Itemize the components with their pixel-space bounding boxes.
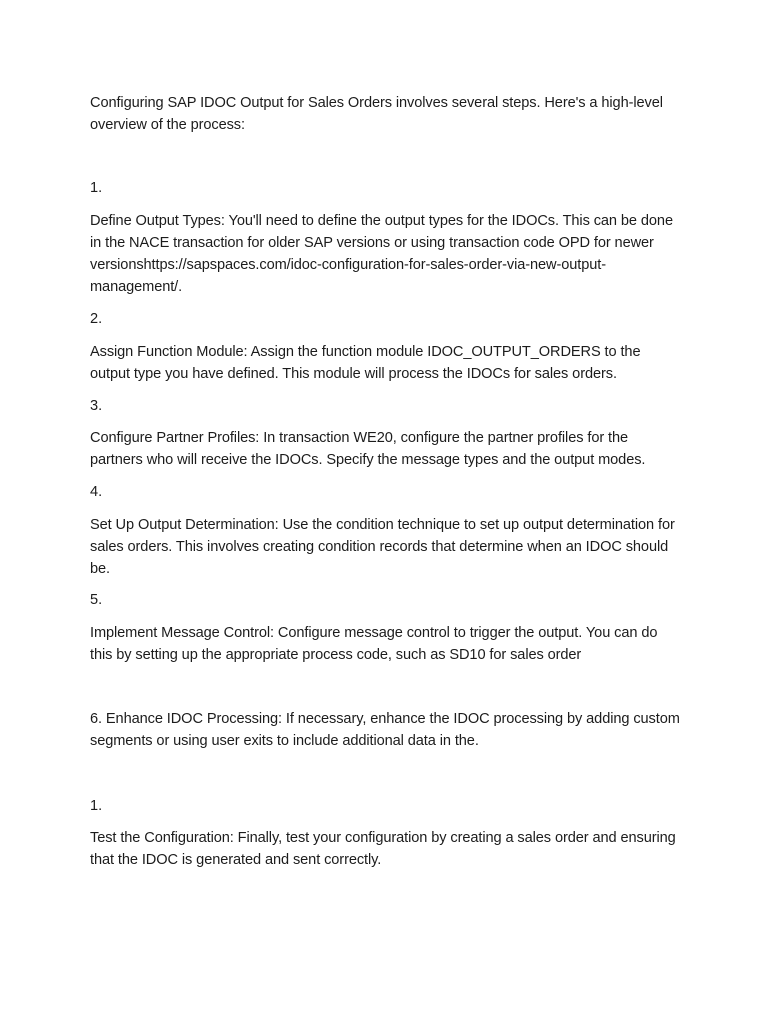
final-step-number: 1. [90,798,103,814]
step-3-text: Configure Partner Profiles: In transaction WE20, configure the partner profiles for the partners who will receive the IDOCs. Specify the message types and the output modes. [90,430,646,468]
step-4-text: Set Up Output Determination: Use the condition technique to set up output determination for sales orders. This involves creating condition records that determine when an IDOC should be. [90,517,675,577]
step-5-number: 5. [90,592,103,608]
step-6-paragraph: 6. Enhance IDOC Processing: If necessary, enhance the IDOC processing by adding custom segments or using user exits to include additional data in the. [90,711,680,749]
intro-paragraph: Configuring SAP IDOC Output for Sales Orders involves several steps. Here's a high-level overview of the process: [90,95,663,133]
step-1-number: 1. [90,180,103,196]
step-1-text: Define Output Types: You'll need to define the output types for the IDOCs. This can be done in the NACE transaction for older SAP versions or using transaction code OPD for newer versionshttps://sapspaces.com/idoc-configuration-for-sales-order-via-new-output-management/. [90,213,673,295]
step-2-number: 2. [90,311,103,327]
step-4-number: 4. [90,484,103,500]
step-2-text: Assign Function Module: Assign the function module IDOC_OUTPUT_ORDERS to the output type you have defined. This module will process the IDOCs for sales orders. [90,344,641,382]
final-step-text: Test the Configuration: Finally, test your configuration by creating a sales order and ensuring that the IDOC is generated and sent correctly. [90,830,676,868]
step-3-number: 3. [90,398,103,414]
step-5-text: Implement Message Control: Configure message control to trigger the output. You can do this by setting up the appropriate process code, such as SD10 for sales order [90,625,658,663]
